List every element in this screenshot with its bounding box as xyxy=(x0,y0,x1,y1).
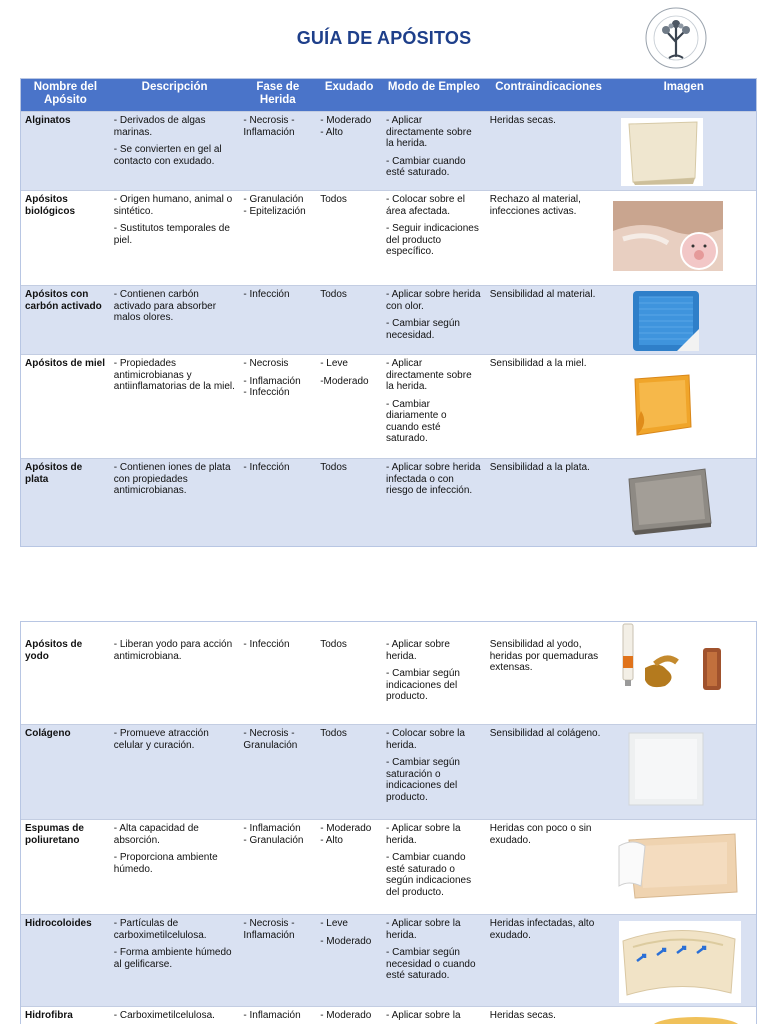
polyurethane-foam-image xyxy=(611,820,756,914)
dressing-name: Apósitos de plata xyxy=(25,462,83,485)
dressing-description: - Derivados de algas marinas. - Se convierten en gel al contacto con exudado. xyxy=(113,115,222,167)
dressing-contraindications: Heridas infectadas, alto exudado. xyxy=(489,918,595,941)
tree-people-logo xyxy=(644,6,708,70)
dressing-description: - Promueve atracción celular y curación. xyxy=(113,728,209,751)
dressing-contraindications: Heridas con poco o sin exudado. xyxy=(489,823,592,846)
dressing-phase: - Inflamación xyxy=(243,1010,301,1021)
page-title: GUÍA DE APÓSITOS xyxy=(296,28,472,48)
iodine-dressing-image xyxy=(611,636,756,724)
dressing-description: - Carboximetilcelulosa. xyxy=(113,1010,215,1021)
silver-dressing-image xyxy=(611,459,756,546)
table-row xyxy=(21,819,756,914)
alginate-dressing-image xyxy=(611,112,756,190)
dressing-contraindications: Heridas secas. xyxy=(489,115,556,126)
activated-charcoal-dressing-image xyxy=(611,286,756,354)
dressing-contraindications: Sensibilidad al material. xyxy=(489,289,596,300)
table-row xyxy=(21,354,756,458)
dressing-usage: - Aplicar directamente sobre la herida. - Cambiar cuando esté saturado. xyxy=(386,115,472,178)
dressing-name: Espumas de poliuretano xyxy=(25,823,84,846)
table-row xyxy=(21,111,756,190)
dressing-phase: - Necrosis - Inflamación xyxy=(243,115,295,138)
dressing-usage: - Colocar sobre la herida. - Cambiar según saturación o indicaciones del producto. xyxy=(386,728,465,803)
table-row xyxy=(21,914,756,1006)
dressing-exudate: Todos xyxy=(320,728,347,739)
dressing-usage: - Aplicar sobre herida con olor. - Cambiar según necesidad. xyxy=(386,289,481,341)
dressing-name: Alginatos xyxy=(25,115,71,126)
header-image: Imagen xyxy=(663,81,704,93)
table-row xyxy=(21,190,756,285)
header-phase: Fase de Herida xyxy=(256,81,300,106)
dressing-description: - Alta capacidad de absorción. - Proporciona ambiente húmedo. xyxy=(113,823,218,875)
dressing-exudate: - Leve -Moderado xyxy=(320,358,369,387)
dressing-description: - Contienen carbón activado para absorber malos olores. xyxy=(113,289,217,323)
dressing-name: Apósitos de yodo xyxy=(25,639,83,662)
dressings-table-part-2 xyxy=(20,621,757,1024)
dressing-contraindications: Sensibilidad al colágeno. xyxy=(489,728,601,739)
dressing-description: - Partículas de carboximetilcelulosa. - Forma ambiente húmedo al gelificarse. xyxy=(113,918,232,970)
header-exudate: Exudado xyxy=(324,81,374,93)
dressing-name: Apósitos de miel xyxy=(25,358,106,369)
dressing-phase: - Infección xyxy=(243,462,290,473)
dressing-usage: - Aplicar sobre la herida. - Cambiar cuando esté saturado o según indicaciones del producto. xyxy=(386,823,472,898)
header-description: Descripción xyxy=(141,81,208,93)
header-name: Nombre del Apósito xyxy=(33,81,98,106)
dressing-usage: - Colocar sobre el área afectada. - Seguir indicaciones del producto específico. xyxy=(386,194,479,257)
dressing-usage: - Aplicar sobre la xyxy=(386,1010,461,1021)
dressing-name: Apósitos con carbón activado xyxy=(25,289,102,312)
dressing-exudate: Todos xyxy=(320,462,347,473)
header-contraindications: Contraindicaciones xyxy=(495,81,602,93)
header-usage: Modo de Empleo xyxy=(387,81,480,93)
dressing-contraindications: Rechazo al material, infecciones activas. xyxy=(489,194,581,217)
dressing-exudate: - Moderado - Alto xyxy=(320,823,372,846)
dressings-table-part-1 xyxy=(20,78,757,547)
dressing-description: - Propiedades antimicrobianas y antiinflamatorias de la miel. xyxy=(113,358,235,392)
dressing-description: - Origen humano, animal o sintético. - Sustitutos temporales de piel. xyxy=(113,194,233,246)
dressing-contraindications: Sensibilidad a la miel. xyxy=(489,358,587,369)
dressing-usage: - Aplicar sobre herida infectada o con riesgo de infección. xyxy=(386,462,481,496)
table-row xyxy=(21,724,756,819)
dressing-usage: - Aplicar sobre la herida. - Cambiar según necesidad o cuando esté saturado. xyxy=(386,918,476,981)
dressing-name: Hidrofibra xyxy=(25,1010,73,1021)
dressing-exudate: - Moderado xyxy=(320,1010,372,1021)
dressing-description: - Contienen iones de plata con propiedades antimicrobianas. xyxy=(113,462,231,496)
table-row xyxy=(21,636,756,724)
dressing-name: Apósitos biológicos xyxy=(25,194,75,217)
dressing-contraindications: Heridas secas. xyxy=(489,1010,556,1021)
dressing-exudate: Todos xyxy=(320,289,347,300)
dressing-phase: - Infección xyxy=(243,639,290,650)
dressing-name: Hidrocoloides xyxy=(25,918,92,929)
biological-dressing-pig-image xyxy=(611,191,756,285)
table-row xyxy=(21,1006,756,1024)
dressing-description: - Liberan yodo para acción antimicrobiana. xyxy=(113,639,233,662)
dressing-exudate: Todos xyxy=(320,194,347,205)
dressing-phase: - Infección xyxy=(243,289,290,300)
dressing-name: Colágeno xyxy=(25,728,71,739)
collagen-dressing-image xyxy=(611,725,756,819)
dressing-phase: - Necrosis - Inflamación xyxy=(243,918,295,941)
dressing-exudate: - Moderado - Alto xyxy=(320,115,372,138)
dressing-phase: - Granulación - Epitelización xyxy=(243,194,306,217)
hydrocolloid-dressing-image xyxy=(611,915,756,1006)
dressing-phase: - Necrosis - Inflamación - Infección xyxy=(243,358,301,398)
dressing-usage: - Aplicar sobre herida. - Cambiar según indicaciones del producto. xyxy=(386,639,460,702)
table-row xyxy=(21,285,756,354)
table-header xyxy=(21,79,756,111)
dressing-phase: - Inflamación - Granulación xyxy=(243,823,304,846)
table-row xyxy=(21,458,756,546)
hydrofiber-dressing-image xyxy=(611,1007,756,1024)
dressing-exudate: Todos xyxy=(320,639,347,650)
dressing-contraindications: Sensibilidad a la plata. xyxy=(489,462,590,473)
honey-dressing-image xyxy=(611,355,756,458)
dressing-usage: - Aplicar directamente sobre la herida. - Cambiar diariamente o cuando esté saturado. xyxy=(386,358,472,444)
dressing-exudate: - Leve - Moderado xyxy=(320,918,372,947)
dressing-phase: - Necrosis - Granulación xyxy=(243,728,298,751)
dressing-contraindications: Sensibilidad al yodo, heridas por quemaduras extensas. xyxy=(489,639,599,673)
